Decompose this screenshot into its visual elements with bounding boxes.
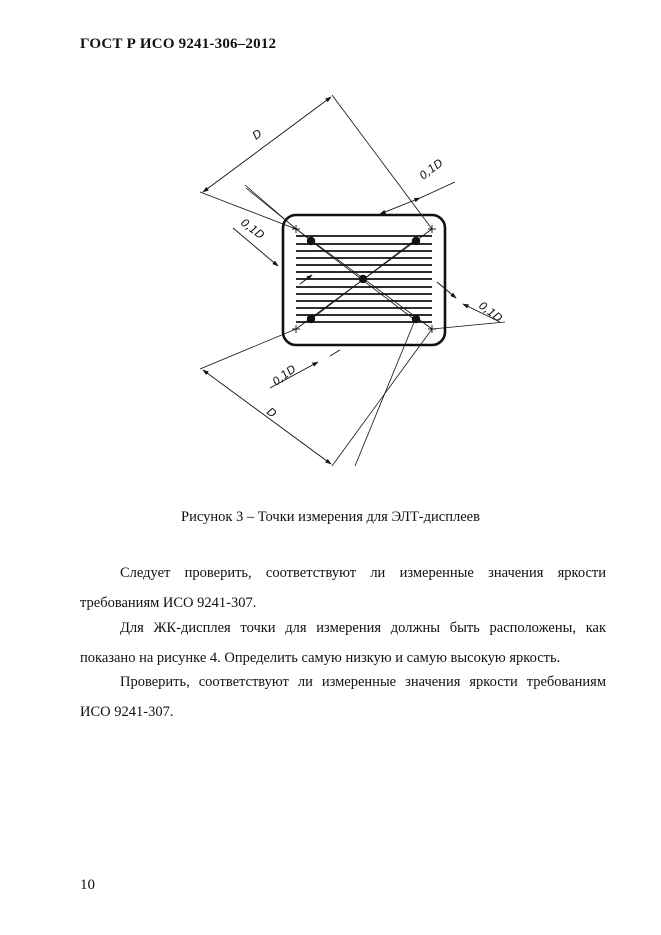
page-number: 10 bbox=[80, 877, 95, 893]
label-01d-right: 0,1D bbox=[476, 299, 505, 326]
figure-caption: Рисунок 3 – Точки измерения для ЭЛТ-дисплеев bbox=[181, 509, 480, 525]
label-d-top: D bbox=[249, 126, 265, 143]
paragraph: Для ЖК-дисплея точки для измерения должны быть расположены, как показано на рисунке 4. Определить самую низкую и самую высокую яркость. bbox=[80, 620, 606, 666]
leader-top-right bbox=[420, 182, 455, 198]
label-01d-bottom-left: 0,1D bbox=[269, 362, 299, 389]
paragraph: Проверить, соответствуют ли измеренные значения яркости требованиям ИСО 9241-307. bbox=[80, 674, 606, 720]
dimension-01d-bottom-left-tick bbox=[330, 350, 340, 356]
dimension-01d-top-right bbox=[380, 198, 420, 214]
dimension-d-top bbox=[203, 97, 331, 192]
label-01d-top-left: 0,1D bbox=[238, 216, 267, 243]
measurement-point bbox=[412, 315, 420, 323]
diagonal-square bbox=[200, 95, 505, 466]
dimension-01d-right bbox=[437, 282, 456, 298]
paragraph: Следует проверить, соответствуют ли измеренные значения яркости требованиям ИСО 9241-307. bbox=[80, 565, 606, 611]
measurement-point bbox=[412, 237, 420, 245]
label-01d-top-right: 0,1D bbox=[416, 156, 446, 183]
measurement-point bbox=[307, 315, 315, 323]
document-header: ГОСТ Р ИСО 9241-306–2012 bbox=[80, 36, 277, 52]
label-d-bottom: D bbox=[264, 405, 279, 421]
measurement-point bbox=[359, 275, 367, 283]
